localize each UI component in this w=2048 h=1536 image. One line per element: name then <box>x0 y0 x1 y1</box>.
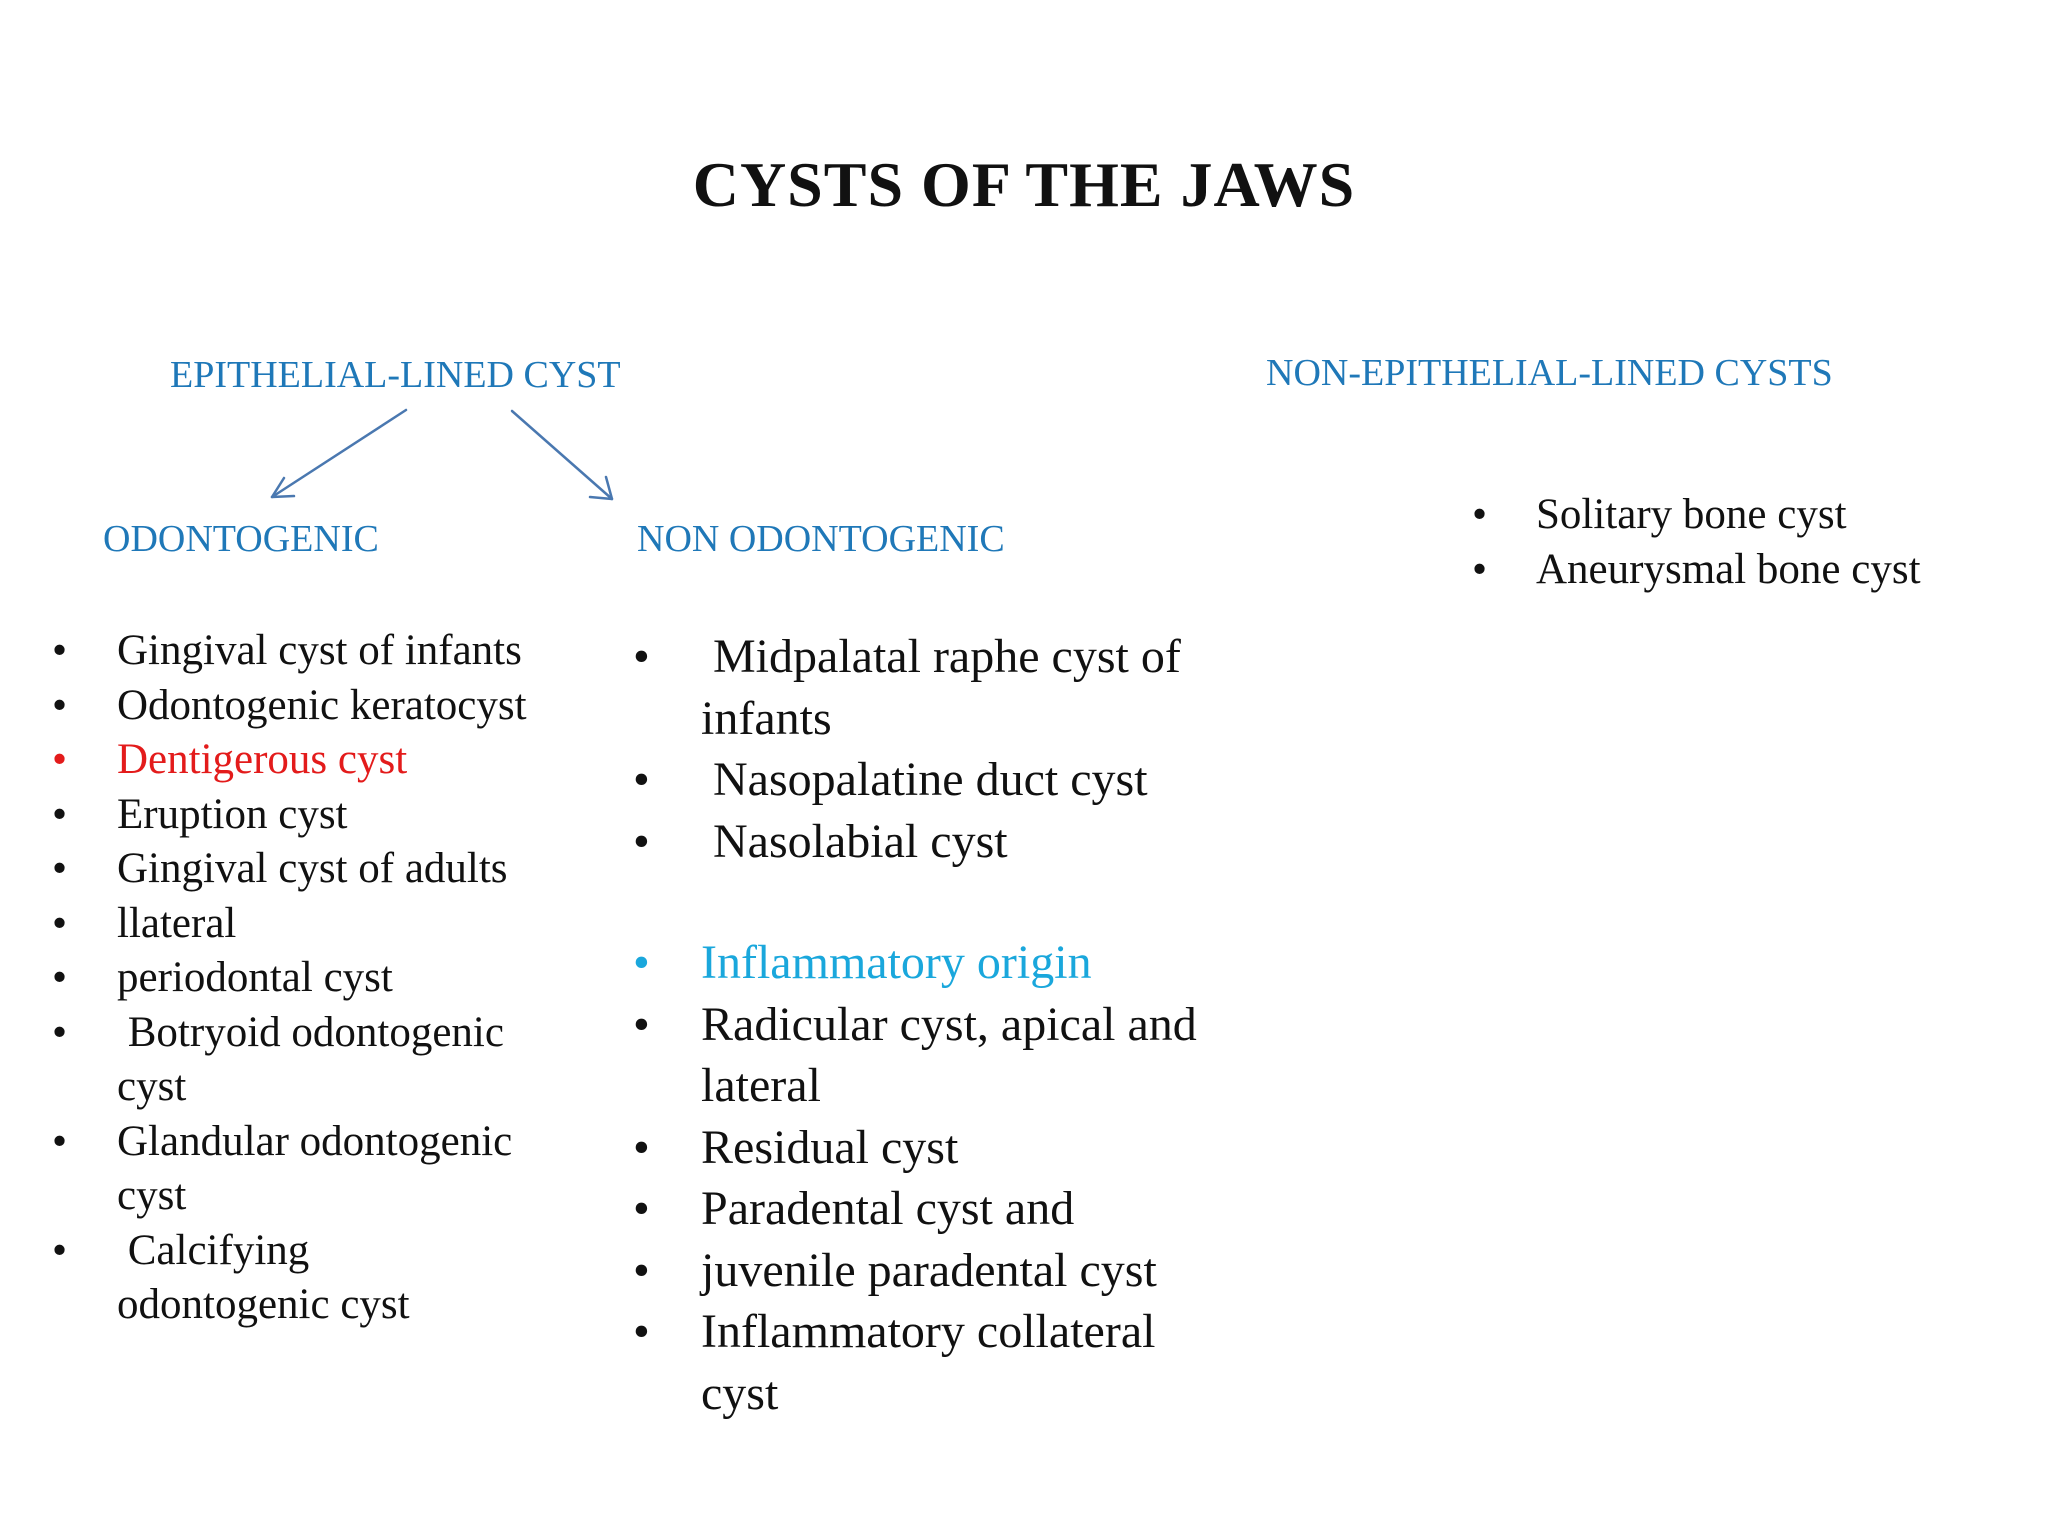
list-item-label: Nasopalatine duct cyst <box>701 753 1148 806</box>
list-item <box>633 626 1197 688</box>
arrow-to-non-odontogenic <box>512 411 612 499</box>
bullet-icon: • <box>52 899 68 947</box>
list-item-highlighted <box>52 733 527 788</box>
bullet-icon: • <box>52 790 68 838</box>
bullet-icon: • <box>633 1182 650 1235</box>
list-item-label: Glandular odontogenic <box>117 1117 513 1165</box>
list-item-label: Odontogenic keratocyst <box>117 681 527 729</box>
list-item <box>52 951 527 1006</box>
slide-title: CYSTS OF THE JAWS <box>692 149 1356 220</box>
list-item-label: Radicular cyst, apical and <box>701 997 1197 1051</box>
list-item <box>1472 543 1921 598</box>
list-item-label: Paradental cyst and <box>701 1182 1075 1235</box>
list-item <box>52 1115 527 1170</box>
list-item-label: Gingival cyst of infants <box>117 627 522 674</box>
list-item-label: Nasolabial cyst <box>701 814 1008 868</box>
bullet-icon: • <box>633 1305 650 1358</box>
bullet-icon: • <box>52 1008 68 1056</box>
bullet-icon: • <box>633 630 650 683</box>
list-item-label: Inflammatory collateral <box>701 1305 1156 1358</box>
bullet-icon: • <box>1472 545 1488 593</box>
list-item-label: Midpalatal raphe cyst of <box>701 630 1181 683</box>
list-item-continuation <box>633 1055 1197 1117</box>
list-item <box>52 842 527 897</box>
list-item-continuation <box>633 688 1197 750</box>
list-item <box>52 1224 527 1279</box>
arrow-to-odontogenic <box>272 410 406 497</box>
list-item-label: Residual cyst <box>701 1120 959 1174</box>
non-epithelial-list <box>1472 488 1921 597</box>
bullet-icon: • <box>633 997 650 1051</box>
bullet-icon: • <box>633 814 650 868</box>
bullet-icon: • <box>633 1243 650 1297</box>
list-item-continuation <box>633 1363 1197 1425</box>
list-item-label: cyst <box>117 1172 187 1219</box>
heading-non-epithelial-lined-cysts: NON-EPITHELIAL-LINED CYSTS <box>1266 352 1833 394</box>
list-item-label: Aneurysmal bone cyst <box>1536 545 1921 593</box>
list-item-label: Inflammatory origin <box>701 936 1092 989</box>
list-item-label: juvenile paradental cyst <box>701 1243 1157 1297</box>
odontogenic-list <box>52 624 527 1333</box>
bullet-icon: • <box>633 753 650 806</box>
list-item-continuation <box>52 1060 527 1115</box>
list-item <box>52 788 527 843</box>
list-item-label: Solitary bone cyst <box>1536 491 1847 538</box>
bullet-icon: • <box>52 954 68 1001</box>
list-item-label: Calcifying <box>117 1226 310 1274</box>
bullet-icon: • <box>633 936 650 989</box>
list-item-label: cyst <box>117 1063 187 1110</box>
list-item-label: Botryoid odontogenic <box>117 1008 504 1056</box>
heading-epithelial-lined-cyst: EPITHELIAL-LINED CYST <box>170 354 621 396</box>
list-item-label: Dentigerous cyst <box>117 736 408 783</box>
list-item-label: cyst <box>701 1366 779 1420</box>
list-item <box>633 1301 1197 1363</box>
list-item <box>52 624 527 679</box>
list-item <box>1472 488 1921 543</box>
non-odontogenic-list <box>633 626 1197 1424</box>
heading-odontogenic: ODONTOGENIC <box>103 518 379 560</box>
list-item <box>633 994 1197 1056</box>
bullet-icon: • <box>1472 491 1488 538</box>
list-item <box>633 1117 1197 1179</box>
list-item <box>52 897 527 952</box>
bullet-icon: • <box>52 681 68 729</box>
list-item-continuation <box>52 1278 527 1333</box>
list-item-label: odontogenic cyst <box>117 1281 410 1328</box>
list-item <box>52 679 527 734</box>
list-item-highlighted <box>633 932 1197 994</box>
list-item-label: periodontal cyst <box>117 954 393 1001</box>
bullet-icon: • <box>52 1117 68 1165</box>
bullet-icon: • <box>52 1226 68 1274</box>
bullet-icon: • <box>52 627 68 674</box>
list-item-label: Eruption cyst <box>117 790 348 838</box>
list-item-label: infants <box>701 691 832 745</box>
list-item-continuation <box>52 1169 527 1224</box>
list-item-label: lateral <box>701 1059 821 1112</box>
list-item <box>633 811 1197 873</box>
bullet-icon: • <box>52 736 68 783</box>
list-item-label: Gingival cyst of adults <box>117 845 508 892</box>
list-item <box>52 1006 527 1061</box>
bullet-icon: • <box>52 845 68 892</box>
list-item-label: llateral <box>117 899 237 947</box>
list-item <box>633 1240 1197 1302</box>
bullet-icon: • <box>633 1120 650 1174</box>
heading-non-odontogenic: NON ODONTOGENIC <box>637 518 1005 560</box>
list-item <box>633 1178 1197 1240</box>
list-item <box>633 749 1197 811</box>
